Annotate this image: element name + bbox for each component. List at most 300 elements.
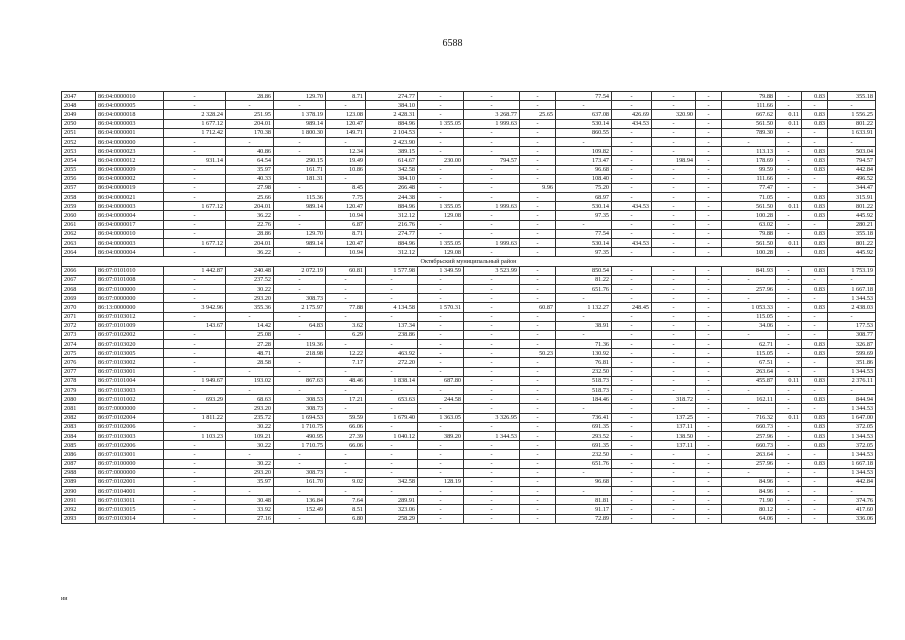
table-cell: 96.68 xyxy=(556,477,612,486)
table-cell: - xyxy=(696,376,722,385)
table-cell: - xyxy=(652,202,696,211)
table-cell: 1 040.12 xyxy=(366,431,418,440)
table-cell: 111.66 xyxy=(722,174,776,183)
table-cell: - xyxy=(164,505,226,514)
table-cell: - xyxy=(652,450,696,459)
table-cell: - xyxy=(418,459,464,468)
section-header-row xyxy=(62,257,876,266)
table-cell: 989.14 xyxy=(274,239,326,248)
table-cell: 0.83 xyxy=(802,395,828,404)
table-cell: 2086 xyxy=(62,450,96,459)
table-row xyxy=(62,284,876,293)
table-cell: 789.30 xyxy=(722,128,776,137)
table-cell: 518.73 xyxy=(556,376,612,385)
table-cell: 40.33 xyxy=(226,174,274,183)
table-cell: 25.66 xyxy=(226,193,274,202)
table-cell: - xyxy=(652,340,696,349)
table-row xyxy=(62,229,876,238)
table-cell: - xyxy=(464,496,520,505)
table-cell: - xyxy=(722,386,776,395)
table-cell: 0.83 xyxy=(802,202,828,211)
table-cell: 344.47 xyxy=(828,183,876,192)
table-cell: 19.49 xyxy=(326,156,366,165)
table-cell: 0.83 xyxy=(802,431,828,440)
table-cell: 0.83 xyxy=(802,284,828,293)
table-cell: - xyxy=(164,183,226,192)
table-cell: 736.41 xyxy=(556,413,612,422)
table-cell: 129.08 xyxy=(418,211,464,220)
table-cell: 342.58 xyxy=(366,477,418,486)
table-cell: 637.08 xyxy=(556,110,612,119)
table-cell: 27.16 xyxy=(226,514,274,523)
table-cell: - xyxy=(326,137,366,146)
table-cell: 374.76 xyxy=(828,496,876,505)
table-cell: 323.06 xyxy=(366,505,418,514)
table-cell: 0.83 xyxy=(802,266,828,275)
table-cell: 248.45 xyxy=(612,303,652,312)
table-cell: 1 349.59 xyxy=(418,266,464,275)
table-cell: 129.70 xyxy=(274,92,326,101)
table-cell: 1 355.05 xyxy=(418,239,464,248)
table-cell: 561.50 xyxy=(722,239,776,248)
table-row xyxy=(62,165,876,174)
table-cell: - xyxy=(520,193,556,202)
table-cell: 2062 xyxy=(62,229,96,238)
table-cell: - xyxy=(226,367,274,376)
table-cell: - xyxy=(652,459,696,468)
table-cell: 48.46 xyxy=(326,376,366,385)
table-cell: - xyxy=(556,468,612,477)
table-cell: - xyxy=(802,294,828,303)
table-cell: 1 570.31 xyxy=(418,303,464,312)
table-cell: - xyxy=(696,395,722,404)
table-cell: - xyxy=(802,128,828,137)
table-cell: 2988 xyxy=(62,468,96,477)
table-cell: 86:04:0000019 xyxy=(96,183,164,192)
table-cell: 193.02 xyxy=(226,376,274,385)
table-cell: 653.63 xyxy=(366,395,418,404)
table-cell: - xyxy=(326,174,366,183)
table-cell: - xyxy=(326,101,366,110)
table-cell: 651.76 xyxy=(556,459,612,468)
table-cell: 801.22 xyxy=(828,239,876,248)
table-cell: 10.86 xyxy=(326,165,366,174)
table-cell: - xyxy=(226,312,274,321)
table-cell: - xyxy=(802,450,828,459)
table-cell: 30.22 xyxy=(226,422,274,431)
table-cell: 86:13:0000000 xyxy=(96,303,164,312)
table-cell: - xyxy=(776,248,802,257)
table-cell: 2093 xyxy=(62,514,96,523)
table-cell: 86:07:0103001 xyxy=(96,367,164,376)
table-cell: - xyxy=(464,487,520,496)
table-cell: 77.88 xyxy=(326,303,366,312)
table-cell: 238.86 xyxy=(366,330,418,339)
table-cell: 989.14 xyxy=(274,119,326,128)
table-cell: 434.53 xyxy=(612,119,652,128)
table-row xyxy=(62,386,876,395)
table-cell: - xyxy=(696,422,722,431)
table-cell: - xyxy=(464,505,520,514)
table-cell: 2077 xyxy=(62,367,96,376)
table-cell: 86:04:0000010 xyxy=(96,92,164,101)
table-cell: - xyxy=(418,386,464,395)
table-cell: - xyxy=(652,137,696,146)
table-cell: 355.18 xyxy=(828,92,876,101)
table-cell: - xyxy=(164,92,226,101)
table-cell: 2078 xyxy=(62,376,96,385)
table-cell: 77.54 xyxy=(556,92,612,101)
table-cell: - xyxy=(418,514,464,523)
table-cell: 1 712.42 xyxy=(164,128,226,137)
table-cell: - xyxy=(652,367,696,376)
table-row xyxy=(62,211,876,220)
table-cell: - xyxy=(464,275,520,284)
table-cell: - xyxy=(612,477,652,486)
table-cell: - xyxy=(652,266,696,275)
table-cell: 0.83 xyxy=(802,193,828,202)
table-cell: 72.89 xyxy=(556,514,612,523)
table-cell: 152.49 xyxy=(274,505,326,514)
table-cell: - xyxy=(696,275,722,284)
table-row xyxy=(62,340,876,349)
table-cell: - xyxy=(520,404,556,413)
table-cell: - xyxy=(802,174,828,183)
table-cell: 274.77 xyxy=(366,92,418,101)
table-cell: - xyxy=(164,349,226,358)
table-cell: 86:07:0104001 xyxy=(96,487,164,496)
table-row xyxy=(62,156,876,165)
table-cell: - xyxy=(612,137,652,146)
table-cell: 442.84 xyxy=(828,165,876,174)
table-cell: 0.11 xyxy=(776,239,802,248)
table-cell: 136.84 xyxy=(274,496,326,505)
table-cell: - xyxy=(696,137,722,146)
table-cell: 266.48 xyxy=(366,183,418,192)
table-cell: 2052 xyxy=(62,137,96,146)
table-cell: - xyxy=(464,92,520,101)
table-cell: 2075 xyxy=(62,349,96,358)
table-cell: 0.83 xyxy=(802,376,828,385)
table-cell: - xyxy=(164,229,226,238)
table-cell: - xyxy=(696,239,722,248)
table-cell: 293.20 xyxy=(226,294,274,303)
table-cell: 86:04:0000004 xyxy=(96,248,164,257)
table-cell: 137.34 xyxy=(366,321,418,330)
table-cell: - xyxy=(696,220,722,229)
table-cell: 530.14 xyxy=(556,202,612,211)
table-cell: 2051 xyxy=(62,128,96,137)
table-cell: - xyxy=(652,248,696,257)
table-cell: - xyxy=(464,183,520,192)
table-cell: - xyxy=(464,284,520,293)
table-cell: - xyxy=(464,349,520,358)
table-cell: 293.52 xyxy=(556,431,612,440)
table-cell: - xyxy=(696,284,722,293)
table-cell: 36.22 xyxy=(226,211,274,220)
table-cell: 115.05 xyxy=(722,312,776,321)
table-cell: - xyxy=(776,349,802,358)
table-cell: - xyxy=(696,303,722,312)
table-cell: - xyxy=(464,395,520,404)
table-cell: - xyxy=(326,450,366,459)
table-cell: 113.13 xyxy=(722,147,776,156)
table-cell: 258.29 xyxy=(366,514,418,523)
table-cell: - xyxy=(326,459,366,468)
table-cell: - xyxy=(326,312,366,321)
table-cell: 384.10 xyxy=(366,174,418,183)
table-cell: 308.73 xyxy=(274,404,326,413)
table-cell: 2081 xyxy=(62,404,96,413)
table-cell: 79.88 xyxy=(722,229,776,238)
table-cell: 86:04:0000005 xyxy=(96,101,164,110)
table-cell: - xyxy=(520,321,556,330)
table-cell: 372.05 xyxy=(828,422,876,431)
table-row xyxy=(62,431,876,440)
table-cell: 884.96 xyxy=(366,239,418,248)
table-cell: - xyxy=(274,487,326,496)
table-cell: - xyxy=(722,294,776,303)
table-row xyxy=(62,294,876,303)
table-cell: - xyxy=(418,229,464,238)
table-cell: 8.71 xyxy=(326,229,366,238)
table-cell: - xyxy=(164,441,226,450)
table-cell: 2057 xyxy=(62,183,96,192)
table-cell: 336.06 xyxy=(828,514,876,523)
table-cell: - xyxy=(612,321,652,330)
table-cell: 28.86 xyxy=(226,229,274,238)
table-cell: 25.08 xyxy=(226,330,274,339)
page-number: 6588 xyxy=(442,38,463,49)
table-cell: - xyxy=(802,358,828,367)
table-cell: - xyxy=(520,376,556,385)
table-cell: - xyxy=(366,404,418,413)
table-cell: 2070 xyxy=(62,303,96,312)
table-cell: 0.83 xyxy=(802,229,828,238)
table-row xyxy=(62,174,876,183)
table-cell: - xyxy=(612,358,652,367)
table-cell: 30.22 xyxy=(226,459,274,468)
table-cell: - xyxy=(776,92,802,101)
table-cell: 86:07:0103003 xyxy=(96,386,164,395)
table-cell: - xyxy=(464,459,520,468)
table-cell: - xyxy=(366,275,418,284)
table-cell: - xyxy=(418,349,464,358)
table-cell: - xyxy=(274,220,326,229)
table-cell: - xyxy=(802,183,828,192)
table-cell: - xyxy=(652,275,696,284)
table-cell: - xyxy=(802,101,828,110)
table-cell: - xyxy=(828,101,876,110)
table-cell: - xyxy=(612,312,652,321)
table-cell: - xyxy=(696,147,722,156)
table-cell: 230.00 xyxy=(418,156,464,165)
table-cell: 244.58 xyxy=(418,395,464,404)
table-cell: 86:04:0000001 xyxy=(96,128,164,137)
table-cell: - xyxy=(418,487,464,496)
table-cell: 1 344.53 xyxy=(828,404,876,413)
table-cell: 1 838.14 xyxy=(366,376,418,385)
table-cell: 7.64 xyxy=(326,496,366,505)
table-cell: - xyxy=(164,294,226,303)
table-cell: - xyxy=(696,367,722,376)
table-cell: - xyxy=(464,137,520,146)
table-cell: 86:04:0000017 xyxy=(96,220,164,229)
table-cell: 60.81 xyxy=(326,266,366,275)
footer-mark: ии xyxy=(61,596,68,602)
table-cell: - xyxy=(164,340,226,349)
table-cell: - xyxy=(164,275,226,284)
table-cell: - xyxy=(612,165,652,174)
table-cell: 2080 xyxy=(62,395,96,404)
table-cell: 216.76 xyxy=(366,220,418,229)
table-cell: - xyxy=(366,312,418,321)
table-cell: 86:07:0103001 xyxy=(96,450,164,459)
table-cell: - xyxy=(418,321,464,330)
table-cell: 1 800.30 xyxy=(274,128,326,137)
table-cell: 455.87 xyxy=(722,376,776,385)
table-cell: - xyxy=(696,110,722,119)
table-cell: - xyxy=(226,450,274,459)
table-cell: - xyxy=(226,386,274,395)
table-cell: 614.67 xyxy=(366,156,418,165)
table-cell: - xyxy=(520,413,556,422)
table-cell: 71.90 xyxy=(722,496,776,505)
table-cell: - xyxy=(520,211,556,220)
table-cell: 48.71 xyxy=(226,349,274,358)
table-cell: 77.54 xyxy=(556,229,612,238)
table-cell: 130.92 xyxy=(556,349,612,358)
table-cell: 80.12 xyxy=(722,505,776,514)
table-cell: 0.83 xyxy=(802,422,828,431)
table-cell: 137.25 xyxy=(652,413,696,422)
table-cell: 660.73 xyxy=(722,422,776,431)
table-cell: 86:07:0000000 xyxy=(96,468,164,477)
table-cell: - xyxy=(418,174,464,183)
table-cell: 96.68 xyxy=(556,165,612,174)
table-cell: - xyxy=(776,358,802,367)
table-cell: - xyxy=(520,266,556,275)
table-cell: - xyxy=(164,312,226,321)
table-cell: - xyxy=(164,147,226,156)
table-cell: 308.73 xyxy=(274,468,326,477)
table-cell: 1 999.63 xyxy=(464,239,520,248)
table-cell: 1 556.25 xyxy=(828,110,876,119)
table-cell: 274.77 xyxy=(366,229,418,238)
table-cell: - xyxy=(776,367,802,376)
table-cell: - xyxy=(776,266,802,275)
table-cell: 0.83 xyxy=(802,147,828,156)
table-cell: 138.50 xyxy=(652,431,696,440)
table-cell: - xyxy=(696,174,722,183)
table-cell: 2059 xyxy=(62,202,96,211)
table-cell: 496.52 xyxy=(828,174,876,183)
table-cell: - xyxy=(776,330,802,339)
table-cell: - xyxy=(274,330,326,339)
table-cell: - xyxy=(696,496,722,505)
table-cell: - xyxy=(776,395,802,404)
table-cell: - xyxy=(776,193,802,202)
table-cell: - xyxy=(652,487,696,496)
table-cell: 86:04:0000003 xyxy=(96,119,164,128)
table-cell: - xyxy=(418,165,464,174)
table-cell: 2 072.19 xyxy=(274,266,326,275)
table-cell: - xyxy=(612,101,652,110)
table-cell: 2066 xyxy=(62,266,96,275)
table-cell: 3 523.99 xyxy=(464,266,520,275)
table-cell: - xyxy=(464,229,520,238)
table-cell: - xyxy=(612,193,652,202)
table-cell: - xyxy=(776,294,802,303)
table-cell: - xyxy=(520,358,556,367)
table-cell: 1 344.53 xyxy=(828,294,876,303)
table-cell: - xyxy=(612,156,652,165)
table-cell: - xyxy=(612,468,652,477)
table-cell: - xyxy=(652,193,696,202)
table-cell: - xyxy=(802,505,828,514)
table-cell: 91.17 xyxy=(556,505,612,514)
table-cell: 2 423.90 xyxy=(366,137,418,146)
table-cell: - xyxy=(520,450,556,459)
table-cell: 86:07:0100000 xyxy=(96,459,164,468)
table-cell: 81.81 xyxy=(556,496,612,505)
table-cell: - xyxy=(696,340,722,349)
table-cell: - xyxy=(520,220,556,229)
table-cell: 426.69 xyxy=(612,110,652,119)
table-cell: - xyxy=(464,101,520,110)
table-cell: - xyxy=(520,340,556,349)
table-cell: 7.75 xyxy=(326,193,366,202)
table-cell: - xyxy=(418,275,464,284)
table-cell: - xyxy=(556,101,612,110)
table-cell: 204.01 xyxy=(226,119,274,128)
table-cell: 530.14 xyxy=(556,239,612,248)
table-cell: 8.71 xyxy=(326,92,366,101)
table-cell: 561.50 xyxy=(722,119,776,128)
table-cell: - xyxy=(776,284,802,293)
table-cell: - xyxy=(164,284,226,293)
table-cell: - xyxy=(696,183,722,192)
table-cell: 27.98 xyxy=(226,183,274,192)
table-cell: 99.59 xyxy=(722,165,776,174)
table-cell: - xyxy=(612,441,652,450)
table-cell: 3 942.96 xyxy=(164,303,226,312)
table-cell: - xyxy=(612,266,652,275)
table-cell: - xyxy=(776,505,802,514)
table-cell: 62.71 xyxy=(722,340,776,349)
table-cell: - xyxy=(652,174,696,183)
table-cell: 86:07:0102006 xyxy=(96,441,164,450)
table-body-lower xyxy=(62,266,876,523)
table-cell: 2 328.24 xyxy=(164,110,226,119)
table-cell: - xyxy=(464,312,520,321)
table-cell: 417.60 xyxy=(828,505,876,514)
table-cell: 86:07:0103012 xyxy=(96,312,164,321)
table-cell: - xyxy=(520,468,556,477)
table-cell: - xyxy=(802,496,828,505)
table-cell: - xyxy=(418,450,464,459)
table-cell: - xyxy=(612,404,652,413)
table-cell: - xyxy=(520,174,556,183)
table-row xyxy=(62,505,876,514)
table-cell: - xyxy=(652,505,696,514)
table-cell: 2 428.31 xyxy=(366,110,418,119)
table-cell: 1 667.18 xyxy=(828,459,876,468)
table-cell: 2 104.53 xyxy=(366,128,418,137)
table-cell: - xyxy=(520,156,556,165)
table-cell: 8.51 xyxy=(326,505,366,514)
table-cell: 599.69 xyxy=(828,349,876,358)
